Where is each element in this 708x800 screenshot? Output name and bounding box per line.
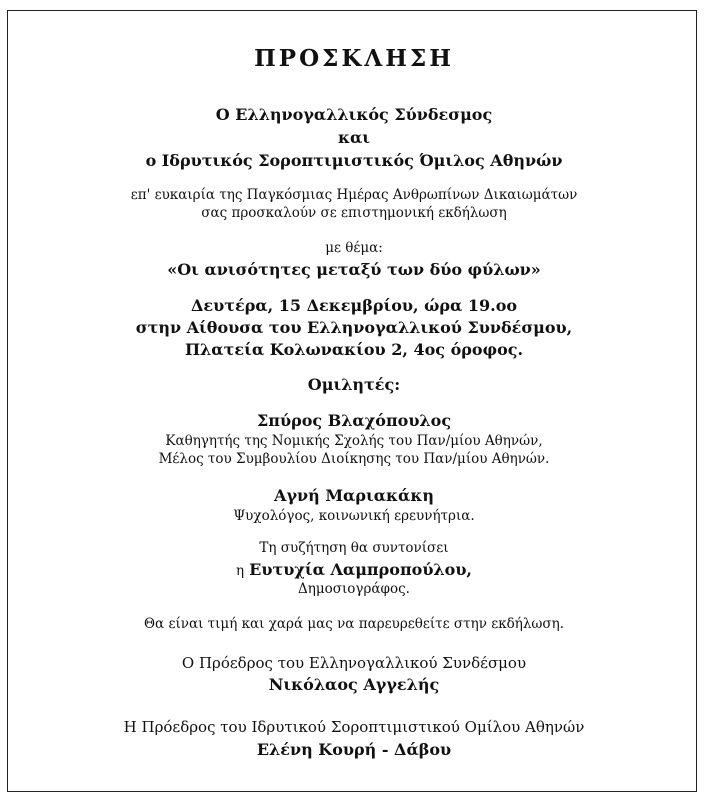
event-datetime: Δευτέρα, 15 Δεκεμβρίου, ώρα 19.οο bbox=[190, 296, 518, 315]
speaker-2-role: Ψυχολόγος, κοινωνική ερευνήτρια. bbox=[233, 508, 475, 524]
moderator-prefix: η bbox=[235, 563, 245, 579]
moderator-intro: Τη συζήτηση θα συντονίσει bbox=[259, 540, 449, 556]
moderator-role: Δημοσιογράφος. bbox=[298, 581, 410, 597]
signature-2-name: Ελένη Κουρή - Δάβου bbox=[256, 740, 452, 759]
speaker-1-role-1: Καθηγητής της Νομικής Σχολής του Παν/μίου Αθηνών, bbox=[165, 433, 543, 449]
host-line-3: ο Ιδρυτικός Σοροπτιμιστικός Όμιλος Αθηνών bbox=[145, 151, 563, 170]
event-venue: στην Αίθουσα του Ελληνογαλλικού Συνδέσμου, bbox=[135, 318, 573, 337]
speaker-1-name: Σπύρος Βλαχόπουλος bbox=[256, 411, 452, 430]
moderator-line bbox=[0, 562, 708, 579]
speaker-1-role-2: Μέλος του Συμβουλίου Διοίκησης του Παν/μίου Αθηνών. bbox=[158, 451, 550, 467]
speakers-heading: Ομιλητές: bbox=[307, 375, 401, 394]
topic-title: «Οι ανισότητες μεταξύ των δύο φύλων» bbox=[167, 260, 541, 279]
intro-line-1: επ' ευκαιρία της Παγκόσμιας Ημέρας Ανθρωπίνων Δικαιωμάτων bbox=[130, 187, 578, 203]
signature-2-title: Η Πρόεδρος του Ιδρυτικού Σοροπτιμιστικού Ομίλου Αθηνών bbox=[123, 718, 585, 736]
topic-label: με θέμα: bbox=[325, 240, 383, 256]
signature-1-title: Ο Πρόεδρος του Ελληνογαλλικού Συνδέσμου bbox=[181, 654, 527, 672]
intro-line-2: σας προσκαλούν σε επιστημονική εκδήλωση bbox=[201, 205, 507, 221]
closing-text: Θα είναι τιμή και χαρά μας να παρευρεθείτε στην εκδήλωση. bbox=[143, 616, 565, 632]
speaker-2-name: Αγνή Μαριακάκη bbox=[274, 486, 434, 505]
event-address: Πλατεία Κολωνακίου 2, 4ος όροφος. bbox=[184, 340, 524, 359]
document-title: ΠΡΟΣΚΛΗΣΗ bbox=[254, 45, 454, 72]
host-line-1: Ο Ελληνογαλλικός Σύνδεσμος bbox=[215, 105, 493, 124]
host-line-2: και bbox=[337, 128, 371, 147]
signature-1-name: Νικόλαος Αγγελής bbox=[268, 675, 440, 694]
moderator-name: Ευτυχία Λαμπροπούλου, bbox=[249, 560, 472, 579]
